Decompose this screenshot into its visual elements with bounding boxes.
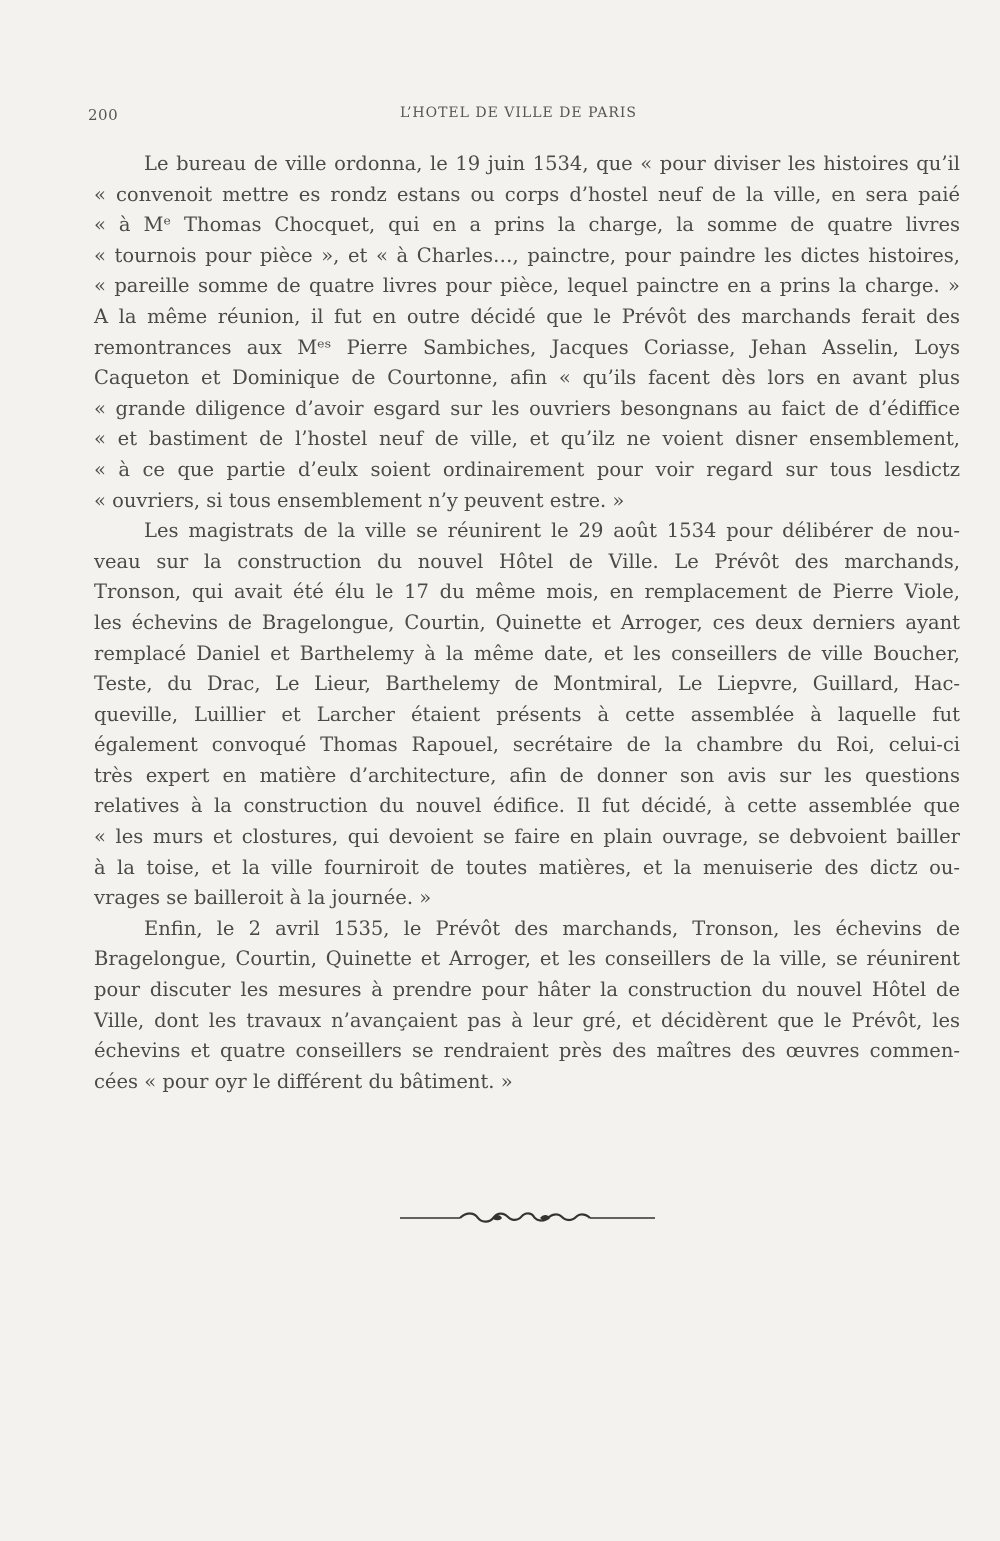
text-line: A la même réunion, il fut en outre décidé que le Prévôt des marchands ferait des — [94, 304, 960, 328]
text-line: « pareille somme de quatre livres pour pièce, lequel painctre en a prins la charge. » — [94, 274, 960, 298]
text-line: « grande diligence d’avoir esgard sur les ouvriers besongnans au faict de d’édiffice — [94, 396, 960, 420]
paragraph-1 — [94, 149, 960, 516]
text-line: remplacé Daniel et Barthelemy à la même date, et les conseillers de ville Boucher, — [94, 641, 960, 665]
body-text — [94, 149, 960, 1097]
text-line: les échevins de Bragelongue, Courtin, Quinette et Arroger, ces deux derniers ayant — [94, 610, 960, 634]
text-line: « tournois pour pièce », et « à Charles…, painctre, pour paindre les dictes histoires, — [94, 243, 960, 267]
paragraph-3 — [94, 914, 960, 1098]
text-line: cées « pour oyr le différent du bâtiment. » — [94, 1069, 513, 1093]
running-title: L’HOTEL DE VILLE DE PARIS — [400, 105, 637, 121]
text-line: « convenoit mettre es rondz estans ou corps d’hostel neuf de la ville, en sera paié — [94, 182, 960, 206]
text-line: pour discuter les mesures à prendre pour hâter la construction du nouvel Hôtel de — [94, 978, 960, 1002]
text-line: remontrances aux Mᵉˢ Pierre Sambiches, Jacques Coriasse, Jehan Asselin, Loys — [94, 335, 960, 359]
text-line: Enfin, le 2 avril 1535, le Prévôt des marchands, Tronson, les échevins de — [144, 916, 960, 940]
text-line: queville, Luillier et Larcher étaient présents à cette assemblée à laquelle fut — [94, 702, 960, 726]
page-number: 200 — [88, 106, 119, 124]
text-line: « et bastiment de l’hostel neuf de ville, et qu’ilz ne voient disner ensemblement, — [94, 427, 960, 451]
text-line: Tronson, qui avait été élu le 17 du même mois, en remplacement de Pierre Viole, — [94, 580, 960, 604]
text-line: vrages se bailleroit à la journée. » — [94, 886, 432, 910]
text-line: à la toise, et la ville fourniroit de toutes matières, et la menuiserie des dictz ou- — [94, 855, 960, 879]
text-line: Ville, dont les travaux n’avançaient pas à leur gré, et décidèrent que le Prévôt, les — [94, 1008, 960, 1032]
text-line: Caqueton et Dominique de Courtonne, afin « qu’ils facent dès lors en avant plus — [94, 366, 960, 390]
text-line: Teste, du Drac, Le Lieur, Barthelemy de Montmiral, Le Liepvre, Guillard, Hac- — [94, 672, 960, 696]
text-line: « ouvriers, si tous ensemblement n’y peuvent estre. » — [94, 488, 625, 512]
fleuron-ornament-icon — [400, 1208, 655, 1228]
text-line: également convoqué Thomas Rapouel, secrétaire de la chambre du Roi, celui-ci — [94, 733, 960, 757]
text-line: « les murs et clostures, qui devoient se faire en plain ouvrage, se debvoient bailler — [94, 825, 960, 849]
text-line: très expert en matière d’architecture, afin de donner son avis sur les questions — [94, 763, 960, 787]
text-line: Les magistrats de la ville se réunirent le 29 août 1534 pour délibérer de nou- — [144, 519, 960, 543]
paragraph-2 — [94, 516, 960, 914]
text-line: relatives à la construction du nouvel édifice. Il fut décidé, à cette assemblée que — [94, 794, 960, 818]
text-line: « à ce que partie d’eulx soient ordinairement pour voir regard sur tous lesdictz — [94, 457, 960, 481]
text-line: échevins et quatre conseillers se rendraient près des maîtres des œuvres commen- — [94, 1039, 960, 1063]
text-line: Le bureau de ville ordonna, le 19 juin 1534, que « pour diviser les histoires qu’il — [144, 152, 960, 175]
text-line: « à Mᵉ Thomas Chocquet, qui en a prins la charge, la somme de quatre livres — [94, 213, 960, 237]
text-line: Bragelongue, Courtin, Quinette et Arroger, et les conseillers de la ville, se réunirent — [94, 947, 960, 971]
text-line: veau sur la construction du nouvel Hôtel de Ville. Le Prévôt des marchands, — [94, 549, 960, 573]
